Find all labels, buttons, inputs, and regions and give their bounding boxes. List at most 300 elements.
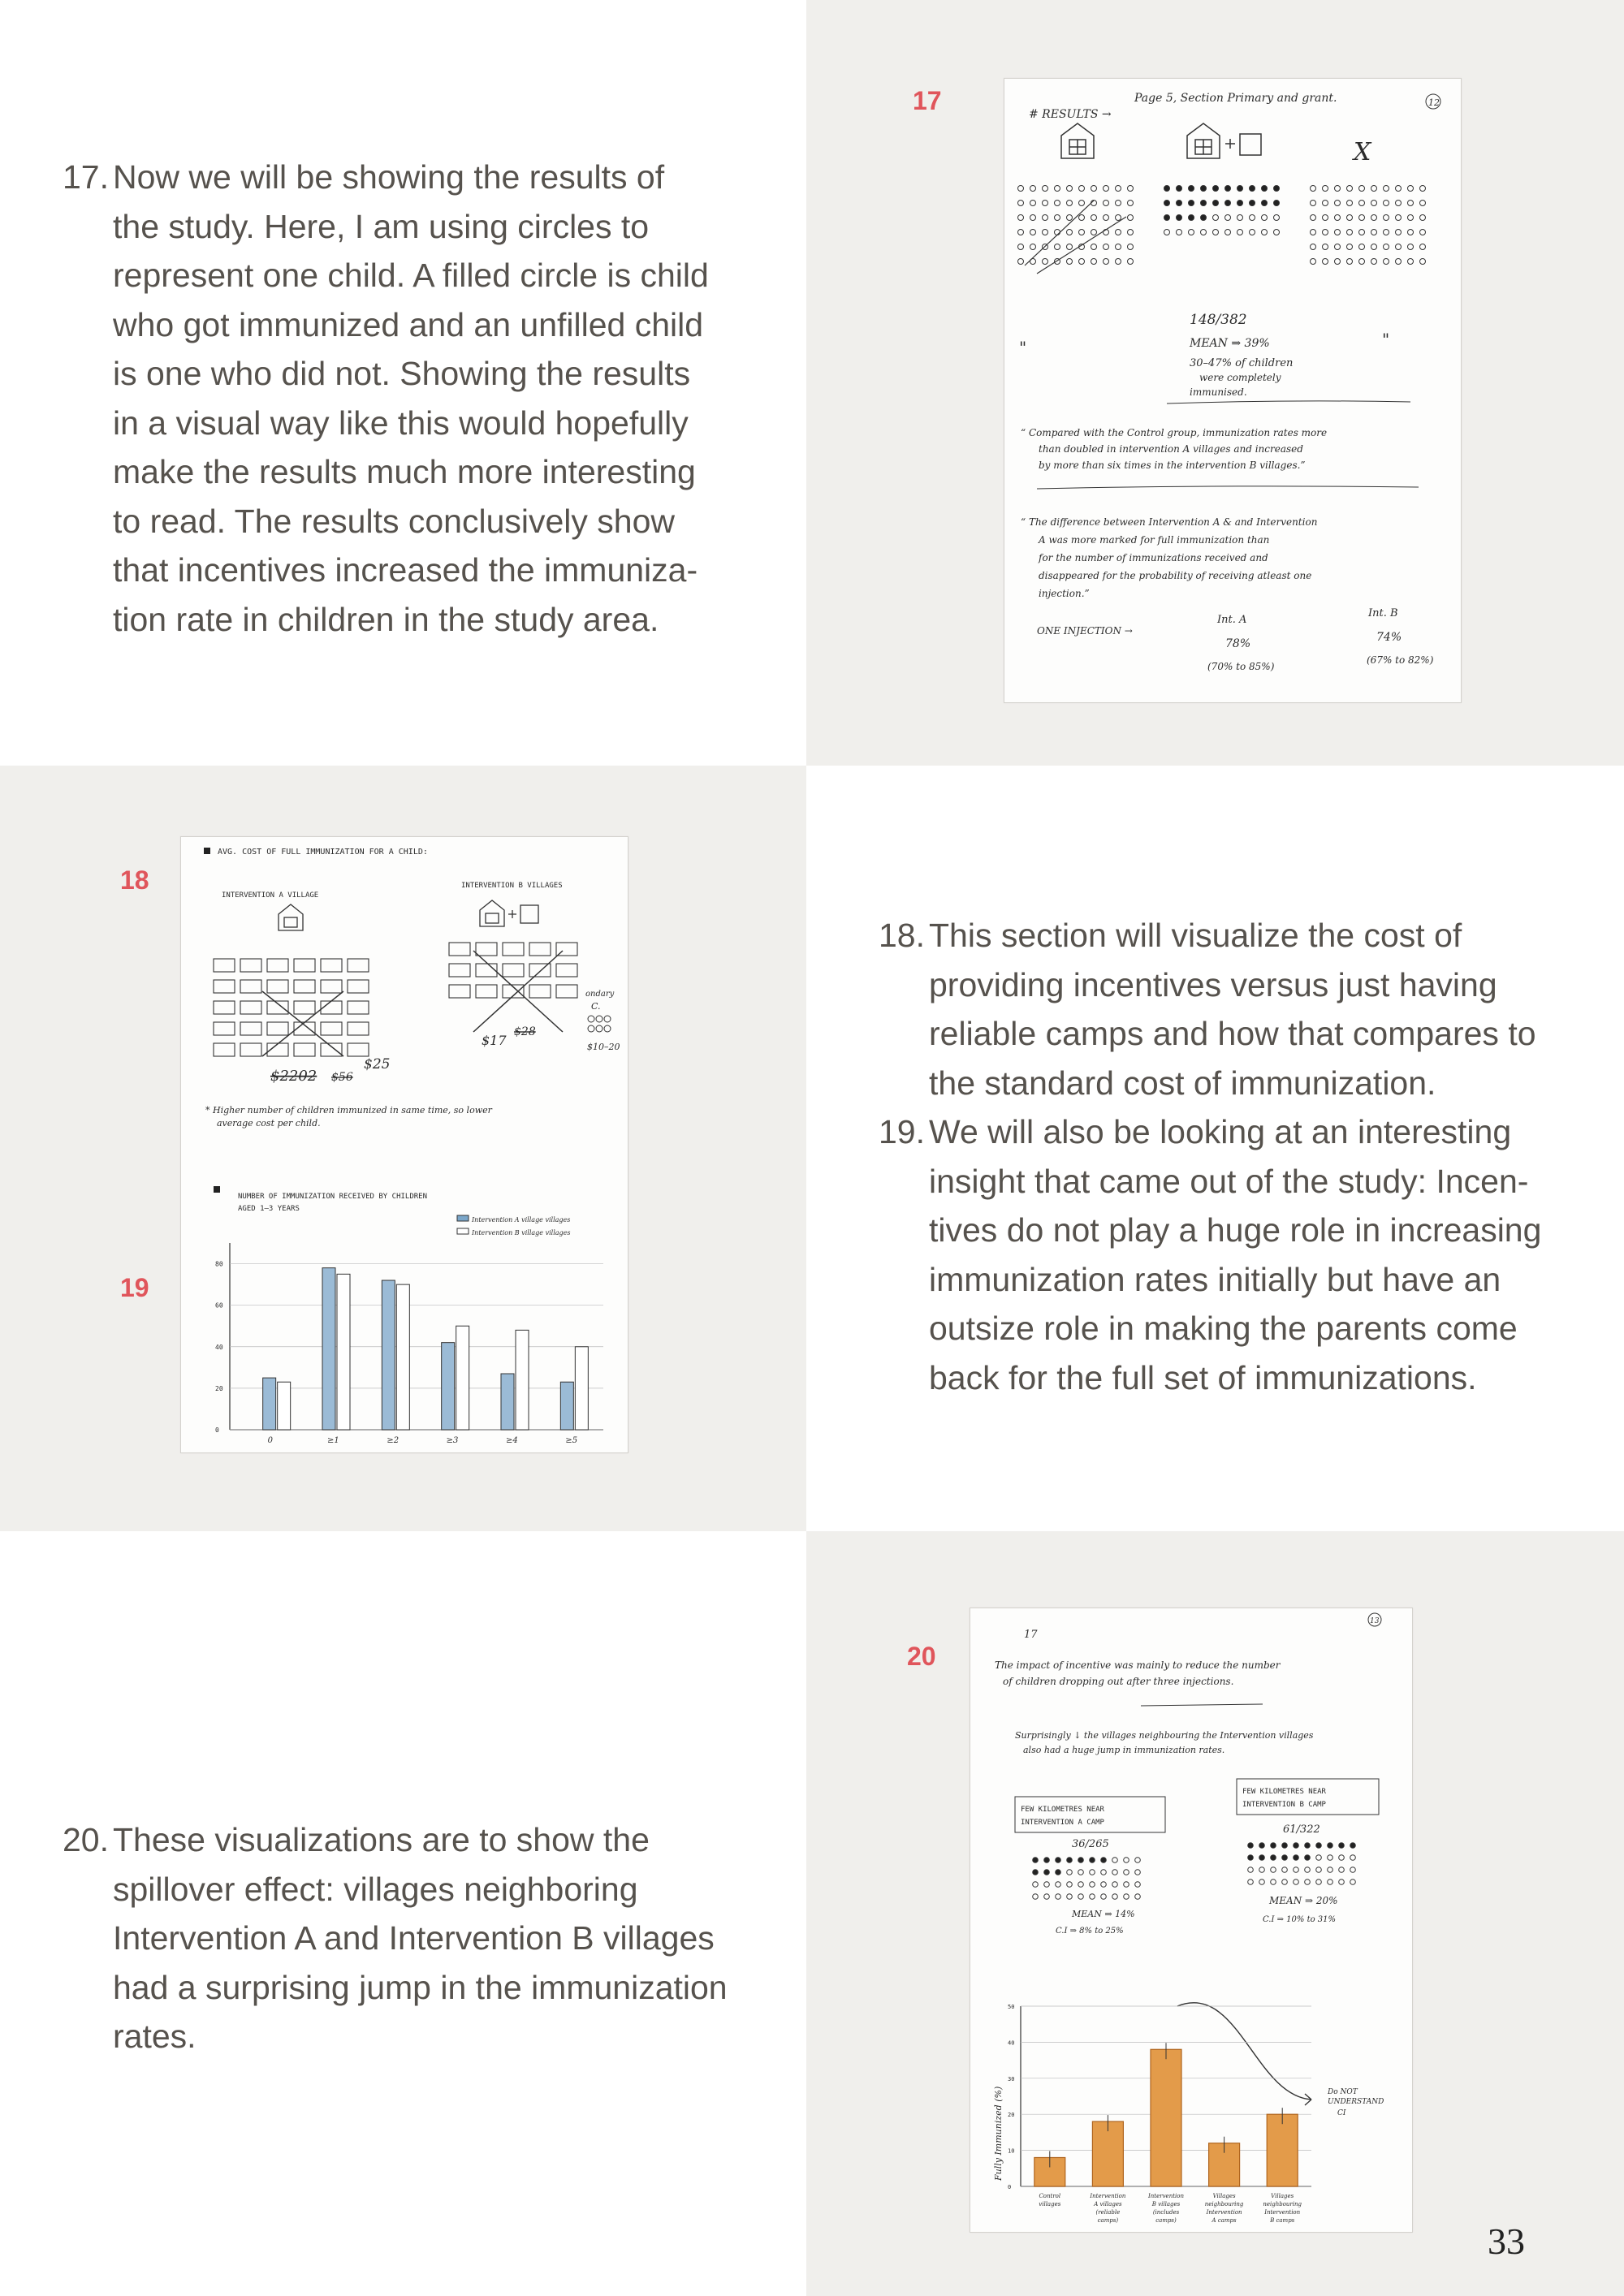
- child-dot: [1189, 215, 1194, 221]
- note-line: who got immunized and an unfilled child: [113, 305, 704, 343]
- bar-intervention-b: [396, 1284, 409, 1430]
- child-dot: [1294, 1843, 1299, 1849]
- child-dot: [1384, 201, 1389, 206]
- child-dot: [1067, 1882, 1073, 1888]
- bar-intervention-a: [442, 1343, 455, 1430]
- house-plus-gift-icon: [1187, 123, 1261, 158]
- child-dot: [1124, 1894, 1129, 1900]
- child-dot: [1164, 186, 1170, 192]
- child-dot: [1384, 244, 1389, 250]
- child-dot: [1311, 230, 1316, 235]
- child-dot: [1128, 230, 1134, 235]
- cross-mark: X: [1354, 138, 1371, 166]
- coupon: [321, 959, 342, 972]
- child-dot: [1177, 230, 1182, 235]
- sketch-17-svg: [1004, 79, 1461, 702]
- child-dot: [1335, 244, 1341, 250]
- child-dot: [1335, 259, 1341, 265]
- child-dot: [1350, 1880, 1356, 1885]
- mean-b: MEAN ⇒ 20%: [1269, 1895, 1338, 1906]
- child-dot: [1274, 186, 1280, 192]
- child-dot: [1177, 215, 1182, 221]
- child-dot: [1420, 201, 1426, 206]
- child-dot: [1396, 201, 1402, 206]
- child-dot: [1201, 230, 1207, 235]
- child-dot: [1339, 1880, 1345, 1885]
- child-dot: [1328, 1880, 1333, 1885]
- sketch-17-results: [1004, 78, 1462, 703]
- child-dot: [1371, 230, 1377, 235]
- child-dot: [1359, 259, 1365, 265]
- child-dot: [1420, 259, 1426, 265]
- child-dot: [1259, 1880, 1265, 1885]
- child-dot: [1250, 230, 1255, 235]
- child-dot: [1104, 259, 1109, 265]
- cost-label: $17: [482, 1033, 507, 1048]
- coupon: [449, 985, 470, 998]
- coupon: [267, 959, 288, 972]
- child-dot: [1128, 186, 1134, 192]
- child-dot: [1112, 1858, 1118, 1863]
- strike-line: [1025, 201, 1126, 274]
- child-dot: [1067, 244, 1073, 250]
- line-3: Surprisingly ↓ the villages neighbouring the Intervention villages: [1015, 1730, 1314, 1741]
- child-dot: [1384, 186, 1389, 192]
- coupon: [214, 1001, 235, 1014]
- child-dot: [1177, 201, 1182, 206]
- child-dot: [1248, 1855, 1254, 1861]
- y-tick-label: 50: [1008, 2004, 1015, 2010]
- child-dot: [1135, 1894, 1141, 1900]
- child-dot: [1128, 201, 1134, 206]
- note-line: spillover effect: villages neighboring: [113, 1870, 638, 1908]
- child-dot: [1079, 186, 1085, 192]
- x-tick-label: (reliable: [1095, 2209, 1121, 2216]
- cost-label: ondary: [585, 990, 615, 999]
- child-dot: [1043, 230, 1048, 235]
- child-dot: [1359, 230, 1365, 235]
- cost-note-2: average cost per child.: [217, 1118, 321, 1129]
- sketch-20-svg: [970, 1608, 1412, 2232]
- bar-intervention-b: [278, 1382, 291, 1430]
- child-dot: [1237, 186, 1243, 192]
- child-dot: [1371, 186, 1377, 192]
- child-dot: [1271, 1867, 1276, 1873]
- bullet-square: [214, 1186, 220, 1193]
- child-dot: [1116, 201, 1121, 206]
- y-tick-label: 40: [215, 1343, 223, 1351]
- bullet-square: [204, 848, 210, 854]
- x-tick-label: camps): [1097, 2217, 1119, 2224]
- coupon: [294, 959, 315, 972]
- child-dot: [1067, 215, 1073, 221]
- child-dot: [1030, 186, 1036, 192]
- annotation-2: UNDERSTAND: [1328, 2098, 1384, 2106]
- child-dot: [1259, 1843, 1265, 1849]
- child-dot: [1067, 1858, 1073, 1863]
- child-dot: [1237, 230, 1243, 235]
- child-dot: [1420, 186, 1426, 192]
- child-dot: [1408, 259, 1414, 265]
- child-dot: [1323, 259, 1328, 265]
- child-dot: [1116, 244, 1121, 250]
- child-dot: [1328, 1843, 1333, 1849]
- child-dot: [1384, 230, 1389, 235]
- quote-2e: injection.”: [1039, 588, 1090, 599]
- child-dot: [1259, 1867, 1265, 1873]
- x-tick-label: ≥2: [387, 1436, 400, 1445]
- x-tick-label: ≥4: [506, 1436, 518, 1445]
- child-dot: [1078, 1882, 1084, 1888]
- child-dot: [1274, 215, 1280, 221]
- x-tick-label: neighbouring: [1204, 2201, 1244, 2208]
- house-plus-gift-icon: [480, 900, 538, 926]
- coupon: [556, 985, 577, 998]
- child-dot: [1018, 230, 1024, 235]
- range-2: were completely: [1199, 372, 1281, 383]
- y-tick-label: 0: [215, 1426, 219, 1434]
- child-dot: [1328, 1867, 1333, 1873]
- bar-intervention-a: [322, 1268, 335, 1430]
- tag-17: 17: [913, 86, 942, 115]
- child-dot: [1090, 1894, 1095, 1900]
- int-b-value: 74%: [1376, 631, 1402, 644]
- fraction-b: 61/322: [1283, 1823, 1320, 1836]
- child-dot: [1316, 1867, 1322, 1873]
- box-b: [1237, 1779, 1379, 1815]
- child-dot: [1101, 1882, 1107, 1888]
- note-20: [63, 1815, 777, 2061]
- child-dot: [1030, 201, 1036, 206]
- child-dot: [1311, 259, 1316, 265]
- child-dot: [1056, 1858, 1061, 1863]
- child-dot: [1112, 1882, 1118, 1888]
- child-dot: [1189, 201, 1194, 206]
- child-dot: [1018, 215, 1024, 221]
- child-dot: [1128, 244, 1134, 250]
- x-tick-label: camps): [1155, 2217, 1177, 2224]
- y-tick-label: 10: [1008, 2147, 1015, 2155]
- annotation-arrow: [1177, 2003, 1311, 2100]
- int-a-value: 78%: [1225, 637, 1251, 650]
- chart-title: NUMBER OF IMMUNIZATION RECEIVED BY CHILDREN: [238, 1193, 427, 1201]
- child-dot: [1213, 215, 1219, 221]
- child-dot: [1128, 259, 1134, 265]
- x-tick-label: Villages: [1271, 2193, 1294, 2199]
- child-dot: [1335, 186, 1341, 192]
- child-dot: [1371, 215, 1377, 221]
- note-line: outsize role in making the parents come: [929, 1310, 1518, 1347]
- child-dot: [1043, 259, 1048, 265]
- child-dot: [1030, 244, 1036, 250]
- x-tick-label: villages: [1039, 2201, 1061, 2208]
- mean-a: MEAN ⇒ 14%: [1072, 1909, 1135, 1919]
- note-line: to read. The results conclusively show: [113, 502, 676, 540]
- line-4: also had a huge jump in immunization rates.: [1023, 1745, 1225, 1755]
- child-dot: [1250, 201, 1255, 206]
- legend-swatch-b: [457, 1228, 469, 1234]
- note-line: had a surprising jump in the immunization: [113, 1968, 728, 2006]
- note-line: tion rate in children in the study area.: [113, 600, 659, 638]
- child-dot: [1116, 259, 1121, 265]
- child-dot: [1043, 215, 1048, 221]
- child-dot: [1079, 259, 1085, 265]
- child-dot: [1101, 1858, 1107, 1863]
- child-dot: [1396, 215, 1402, 221]
- child-dot: [1090, 1882, 1095, 1888]
- coupon: [476, 943, 497, 956]
- child-dot: [1262, 230, 1268, 235]
- child-dot: [1282, 1880, 1288, 1885]
- cost-label: C.: [591, 1001, 601, 1012]
- child-dot: [1044, 1894, 1050, 1900]
- mean: MEAN ⇒ 39%: [1190, 337, 1270, 350]
- child-dot: [1124, 1858, 1129, 1863]
- ditto-mark: ": [1019, 338, 1027, 357]
- box-a-line-2: INTERVENTION A CAMP: [1021, 1819, 1104, 1827]
- child-dot: [1259, 1855, 1265, 1861]
- child-dot: [1274, 230, 1280, 235]
- page-number: 33: [1488, 2220, 1525, 2262]
- child-dot: [1323, 244, 1328, 250]
- child-dot: [1335, 215, 1341, 221]
- child-dot: [1335, 230, 1341, 235]
- child-dot: [1116, 230, 1121, 235]
- child-dot: [1328, 1855, 1333, 1861]
- child-dot: [1311, 215, 1316, 221]
- tag-19: 19: [120, 1273, 149, 1302]
- quote-1b: than doubled in intervention A villages and increased: [1039, 443, 1303, 455]
- note-number: 19.: [879, 1113, 925, 1150]
- child-dot: [1347, 259, 1353, 265]
- child-dot: [1055, 244, 1060, 250]
- page-mark: 17: [1024, 1629, 1038, 1641]
- note-line: insight that came out of the study: Incen-: [929, 1162, 1529, 1200]
- quote-2c: for the number of immunizations received and: [1039, 552, 1268, 563]
- note-18: [879, 911, 1609, 1107]
- child-dot: [1112, 1870, 1118, 1875]
- int-a-label: Int. A: [1217, 614, 1247, 626]
- intervention-b-label: INTERVENTION B VILLAGES: [461, 882, 563, 890]
- child-dot: [1164, 201, 1170, 206]
- child-dot: [1237, 215, 1243, 221]
- child-dot: [1135, 1858, 1141, 1863]
- child-dot: [1408, 215, 1414, 221]
- note-line: Intervention A and Intervention B villages: [113, 1919, 715, 1957]
- child-dot: [1055, 230, 1060, 235]
- coupon: [214, 1022, 235, 1035]
- cost-title: AVG. COST OF FULL IMMUNIZATION FOR A CHILD:: [218, 848, 428, 857]
- sketch-18-svg: [181, 837, 628, 1452]
- bar-intervention-b: [516, 1330, 529, 1430]
- divider-line: [1141, 1704, 1263, 1706]
- child-dot: [1044, 1858, 1050, 1863]
- house-icon: [1061, 123, 1094, 158]
- note-number: 17.: [63, 158, 109, 196]
- child-dot: [1164, 215, 1170, 221]
- x-tick-label: B camps: [1270, 2217, 1295, 2224]
- child-dot: [1116, 186, 1121, 192]
- coupon: [348, 980, 369, 993]
- child-dot: [1335, 201, 1341, 206]
- child-dot: [1135, 1882, 1141, 1888]
- child-dot: [1305, 1880, 1311, 1885]
- bar-intervention-b: [337, 1274, 350, 1430]
- y-tick-label: 0: [1008, 2184, 1012, 2190]
- legend-a: Intervention A village villages: [472, 1216, 571, 1224]
- corner-number: 13: [1370, 1617, 1380, 1625]
- child-dot: [1323, 215, 1328, 221]
- x-tick-label: neighbouring: [1263, 2201, 1302, 2208]
- x-tick-label: ≥1: [327, 1436, 339, 1445]
- coupon: [214, 1043, 235, 1056]
- child-dot: [1033, 1894, 1039, 1900]
- cost-note-1: * Higher number of children immunized in same time, so lower: [205, 1105, 492, 1116]
- coupon: [321, 980, 342, 993]
- intervention-a-label: INTERVENTION A VILLAGE: [222, 891, 319, 900]
- fraction-a: 36/265: [1072, 1838, 1109, 1850]
- dot-grids: [1018, 186, 1426, 274]
- child-dot: [1262, 201, 1268, 206]
- x-tick-label: ≥3: [446, 1436, 459, 1445]
- child-dot: [1091, 259, 1097, 265]
- house-icon: [279, 904, 303, 930]
- child-dot: [1339, 1855, 1345, 1861]
- child-dot: [1316, 1880, 1322, 1885]
- cost-label: $56: [331, 1071, 353, 1084]
- child-dot: [1213, 186, 1219, 192]
- child-dot: [1225, 186, 1231, 192]
- bar-intervention-a: [382, 1280, 395, 1430]
- child-dot: [1359, 215, 1365, 221]
- child-dot: [1091, 230, 1097, 235]
- quote-2d: disappeared for the probability of receiving atleast one: [1039, 570, 1312, 581]
- x-tick-label: Intervention: [1148, 2193, 1184, 2199]
- coupon: [529, 964, 551, 977]
- child-dot: [1090, 1870, 1095, 1875]
- child-dot: [1347, 201, 1353, 206]
- child-dot: [1347, 186, 1353, 192]
- annotation-1: Do NOT: [1328, 2088, 1358, 2096]
- note-number: 18.: [879, 917, 925, 954]
- x-tick-label: Intervention: [1264, 2209, 1301, 2216]
- child-dot: [1339, 1843, 1345, 1849]
- coupon: [321, 1022, 342, 1035]
- note-line: back for the full set of immunizations.: [929, 1358, 1477, 1396]
- child-dot: [1030, 215, 1036, 221]
- child-dot: [1294, 1855, 1299, 1861]
- child-dot: [1044, 1870, 1050, 1875]
- child-dot: [1018, 186, 1024, 192]
- coupon: [476, 985, 497, 998]
- x-tick-label: Villages: [1212, 2193, 1236, 2199]
- coupon: [529, 943, 551, 956]
- divider-line: [1167, 401, 1410, 404]
- ditto-mark: ": [1382, 330, 1390, 349]
- child-dot: [1274, 201, 1280, 206]
- note-line: We will also be looking at an interesting: [929, 1113, 1512, 1150]
- child-dot: [1056, 1882, 1061, 1888]
- quote-2a: “ The difference between Intervention A & and Intervention: [1021, 516, 1318, 528]
- note-line: Now we will be showing the results of: [113, 158, 665, 196]
- y-tick-label: 20: [215, 1384, 223, 1392]
- child-dot: [1067, 259, 1073, 265]
- child-dot: [1079, 230, 1085, 235]
- coupon: [294, 1043, 315, 1056]
- coupon: [240, 1043, 261, 1056]
- coupon: [348, 959, 369, 972]
- child-dot: [1091, 186, 1097, 192]
- x-tick-label: B villages: [1151, 2201, 1181, 2208]
- coupon: [240, 1001, 261, 1014]
- y-tick-label: 80: [215, 1260, 223, 1268]
- child-dot: [1323, 230, 1328, 235]
- child-dot: [1116, 215, 1121, 221]
- child-dot: [1056, 1870, 1061, 1875]
- cost-label: $10–20: [587, 1042, 620, 1052]
- cost-label: $2202: [270, 1068, 317, 1085]
- coupon: [240, 1022, 261, 1035]
- child-dot: [1271, 1855, 1276, 1861]
- child-dot: [1262, 186, 1268, 192]
- results-label: # RESULTS →: [1029, 108, 1112, 121]
- dot-grids: [1033, 1843, 1356, 1900]
- coupon: [214, 959, 235, 972]
- child-dot: [1282, 1855, 1288, 1861]
- child-dot: [1316, 1843, 1322, 1849]
- child-dot: [1128, 215, 1134, 221]
- child-dot: [1262, 215, 1268, 221]
- child-dot: [1189, 186, 1194, 192]
- x-tick-label: A villages: [1094, 2201, 1122, 2208]
- child-dot: [1359, 244, 1365, 250]
- child-dot: [1189, 230, 1194, 235]
- child-dot: [1101, 1894, 1107, 1900]
- coupon: [503, 964, 524, 977]
- x-tick-label: Intervention: [1090, 2193, 1126, 2199]
- coupon: [348, 1001, 369, 1014]
- child-dot: [1384, 215, 1389, 221]
- note-line: This section will visualize the cost of: [929, 917, 1462, 954]
- quote-2b: A was more marked for full immunization than: [1039, 534, 1270, 546]
- child-dot: [1350, 1855, 1356, 1861]
- child-dot: [1316, 1855, 1322, 1861]
- legend-b: Intervention B village villages: [472, 1229, 571, 1236]
- child-dot: [1079, 201, 1085, 206]
- child-dot: [1101, 1870, 1107, 1875]
- child-dot: [1282, 1843, 1288, 1849]
- child-dot: [1033, 1870, 1039, 1875]
- quote-1a: “ Compared with the Control group, immunization rates more: [1021, 427, 1328, 438]
- range-3: immunised.: [1190, 386, 1247, 398]
- child-dot: [1056, 1894, 1061, 1900]
- ci-b: C.I ⇒ 10% to 31%: [1263, 1915, 1337, 1924]
- bar-intervention-a: [560, 1382, 573, 1430]
- coupon: [294, 1001, 315, 1014]
- spillover-bar-chart: [1008, 2004, 1311, 2224]
- ci-a: C.I ⇒ 8% to 25%: [1056, 1927, 1124, 1936]
- child-dot: [1371, 244, 1377, 250]
- child-dot: [1055, 201, 1060, 206]
- y-tick-label: 20: [1008, 2112, 1015, 2119]
- bar-intervention-b: [575, 1347, 588, 1430]
- child-dot: [1091, 244, 1097, 250]
- child-dot: [1033, 1858, 1039, 1863]
- child-dot: [1164, 230, 1170, 235]
- child-dot: [1091, 215, 1097, 221]
- child-dot: [1408, 201, 1414, 206]
- child-dot: [1225, 215, 1231, 221]
